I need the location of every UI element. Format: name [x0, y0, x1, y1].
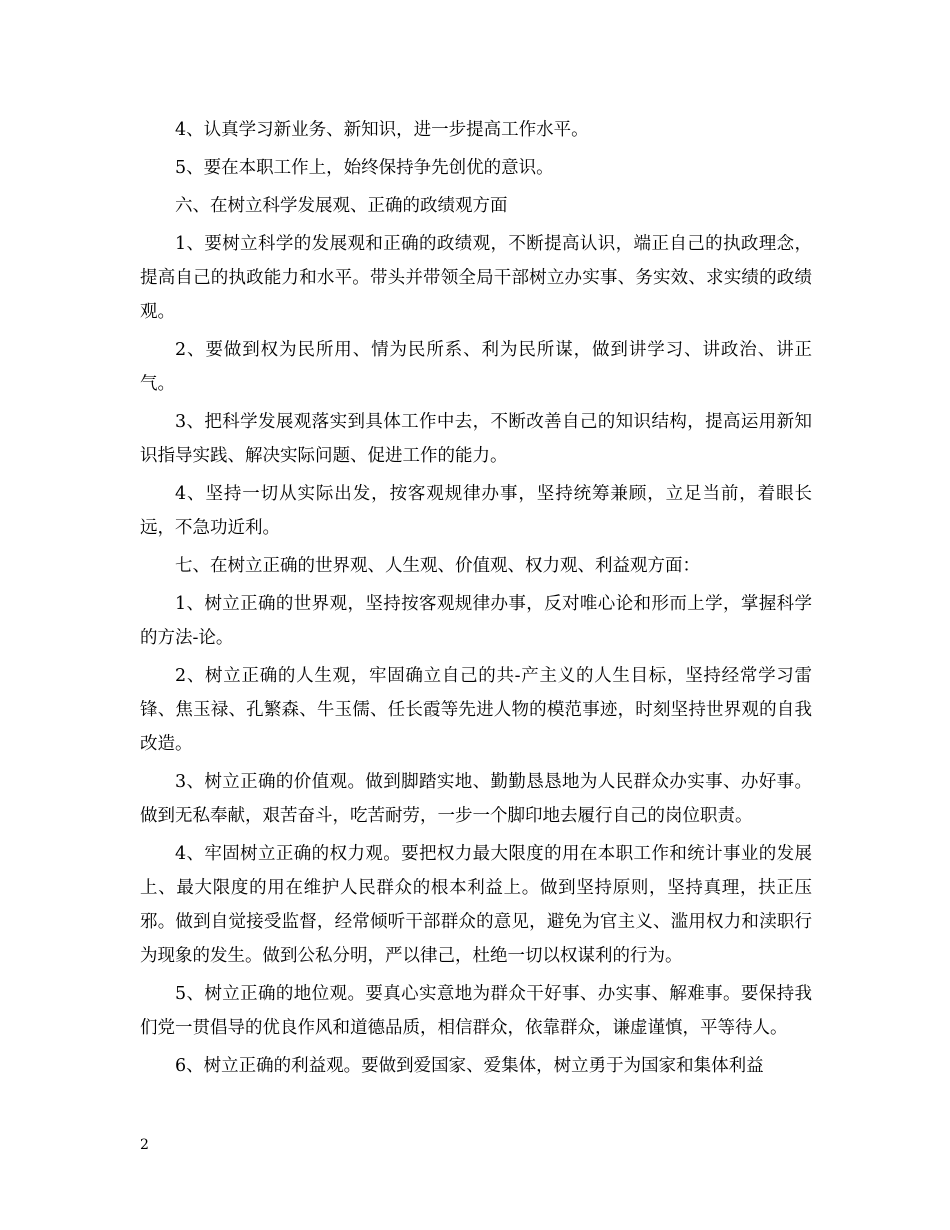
paragraph-seven-2: 2、树立正确的人生观，牢固确立自己的共-产主义的人生目标，坚持经常学习雷锋、焦玉禄、孔繁森、牛玉儒、任长霞等先进人物的模范事迹，时刻坚持世界观的自我改造。 [140, 666, 812, 754]
paragraph-item-4-study: 4、认真学习新业务、新知识，进一步提高工作水平。 [175, 120, 589, 140]
paragraph-six-3: 3、把科学发展观落实到具体工作中去，不断改善自己的知识结构，提高运用新知识指导实践、解决实际问题、促进工作的能力。 [140, 412, 812, 466]
section-heading-six: 六、在树立科学发展观、正确的政绩观方面 [175, 196, 508, 216]
paragraph-six-4: 4、坚持一切从实际出发，按客观规律办事，坚持统筹兼顾，立足当前，着眼长远，不急功近利。 [140, 484, 812, 538]
section-heading-seven: 七、在树立正确的世界观、人生观、价值观、权力观、利益观方面： [175, 556, 700, 576]
paragraph-item-5-excellence: 5、要在本职工作上，始终保持争先创优的意识。 [175, 158, 554, 178]
paragraph-six-1: 1、要树立科学的发展观和正确的政绩观，不断提高认识，端正自己的执政理念，提高自己的执政能力和水平。带头并带领全局干部树立办实事、务实效、求实绩的政绩观。 [140, 234, 812, 322]
paragraph-seven-5: 5、树立正确的地位观。要真心实意地为群众干好事、办实事、解难事。要保持我们党一贯倡导的优良作风和道德品质，相信群众，依靠群众，谦虚谨慎，平等待人。 [140, 984, 812, 1038]
paragraph-seven-6: 6、树立正确的利益观。要做到爱国家、爱集体，树立勇于为国家和集体利益 [175, 1056, 764, 1076]
document-body [140, 113, 812, 1087]
paragraph-seven-3: 3、树立正确的价值观。做到脚踏实地、勤勤恳恳地为人民群众办实事、办好事。做到无私奉献，艰苦奋斗，吃苦耐劳，一步一个脚印地去履行自己的岗位职责。 [140, 772, 812, 826]
paragraph-seven-4: 4、牢固树立正确的权力观。要把权力最大限度的用在本职工作和统计事业的发展上、最大限度的用在维护人民群众的根本利益上。做到坚持原则，坚持真理，扶正压邪。做到自觉接受监督，经常倾听干部群众的意见，避免为官主义、滥用权力和渎职行为现象的发生。做到公私分明，严以律己，杜绝一切以权谋利的行为。 [140, 844, 812, 966]
paragraph-six-2: 2、要做到权为民所用、情为民所系、利为民所谋，做到讲学习、讲政治、讲正气。 [140, 340, 812, 394]
page-number: 2 [140, 1137, 149, 1153]
paragraph-seven-1: 1、树立正确的世界观，坚持按客观规律办事，反对唯心论和形而上学，掌握科学的方法-论。 [140, 594, 812, 648]
